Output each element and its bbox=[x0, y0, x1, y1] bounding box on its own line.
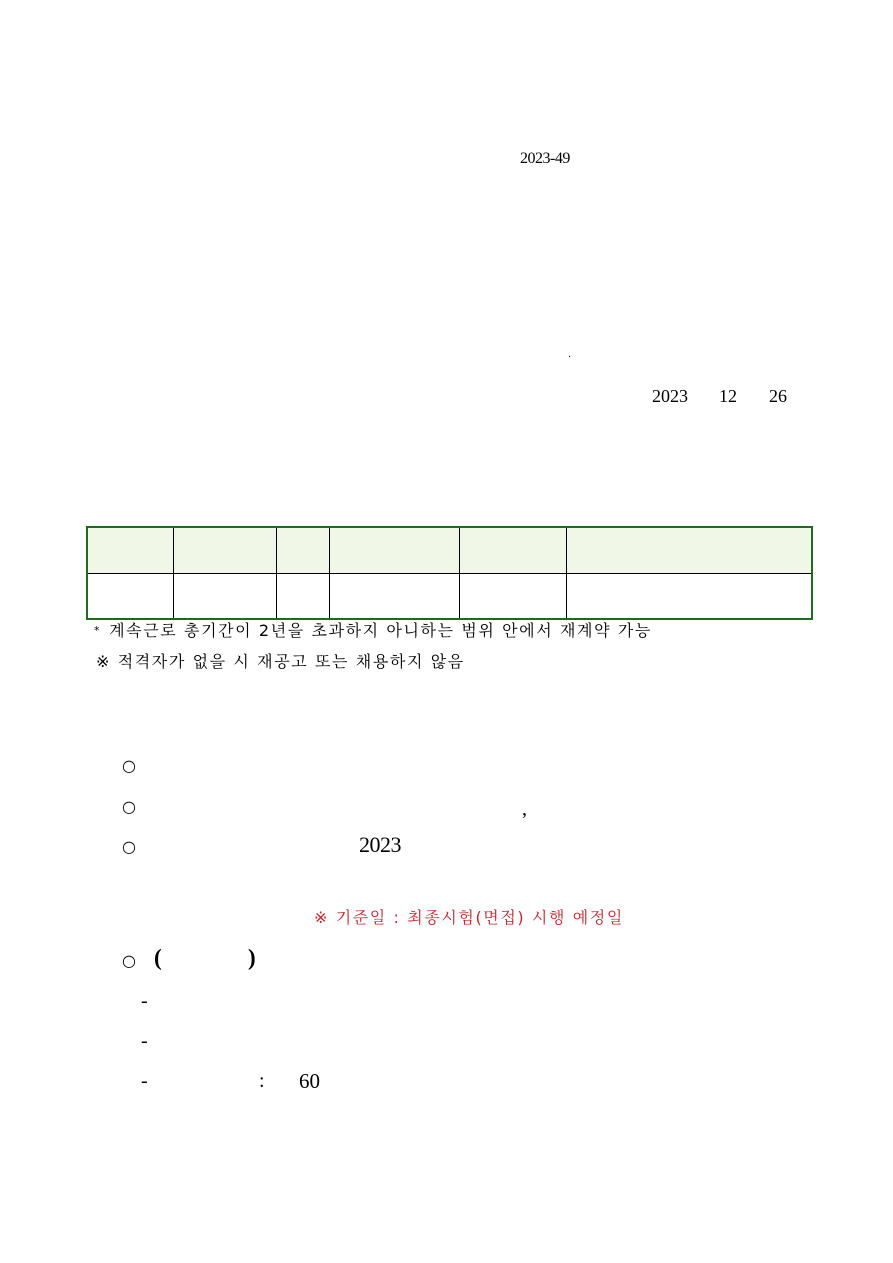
table-header-cell bbox=[173, 527, 276, 574]
recruitment-table bbox=[86, 526, 813, 620]
table-cell bbox=[87, 574, 173, 620]
table-header-cell bbox=[566, 527, 812, 574]
dash-bullet: - bbox=[141, 1070, 148, 1092]
table-header-cell bbox=[459, 527, 566, 574]
table-cell bbox=[173, 574, 276, 620]
bullet-circle-icon: ○ bbox=[122, 756, 136, 775]
table-cell bbox=[329, 574, 459, 620]
announcement-number: 2023-49 bbox=[520, 150, 570, 167]
table-cell bbox=[459, 574, 566, 620]
paren-close: ) bbox=[248, 945, 256, 970]
basis-date-note: ※ 기준일 : 최종시험(면접) 시행 예정일 bbox=[314, 908, 624, 927]
table-header-cell bbox=[329, 527, 459, 574]
date-day: 26 bbox=[769, 386, 787, 406]
asterisk-mark: * bbox=[94, 624, 102, 637]
table-row bbox=[87, 574, 812, 620]
note-renewal bbox=[94, 618, 652, 641]
table-header-cell bbox=[87, 527, 173, 574]
table-cell bbox=[566, 574, 812, 620]
separator-dot: · bbox=[568, 352, 572, 363]
bullet-circle-icon: ○ bbox=[122, 951, 136, 970]
paren-open: ( bbox=[154, 945, 162, 970]
dash-bullet: - bbox=[141, 1030, 148, 1052]
note-renewal-text: 계속근로 총기간이 2년을 초과하지 아니하는 범위 안에서 재계약 가능 bbox=[109, 621, 652, 640]
date-month: 12 bbox=[719, 386, 737, 406]
table-cell bbox=[276, 574, 329, 620]
dash-bullet: - bbox=[141, 990, 148, 1012]
bullet-circle-icon: ○ bbox=[122, 837, 136, 856]
colon-mark: : bbox=[259, 1070, 265, 1092]
date-year: 2023 bbox=[652, 386, 688, 406]
bullet-circle-icon: ○ bbox=[122, 797, 136, 816]
table-header-cell bbox=[276, 527, 329, 574]
table-header-row bbox=[87, 527, 812, 574]
qualification-year: 2023 bbox=[359, 832, 401, 857]
note-no-qualified: ※ 적격자가 없을 시 재공고 또는 채용하지 않음 bbox=[96, 652, 465, 671]
value-sixty: 60 bbox=[299, 1069, 320, 1093]
comma-mark: , bbox=[522, 798, 527, 820]
